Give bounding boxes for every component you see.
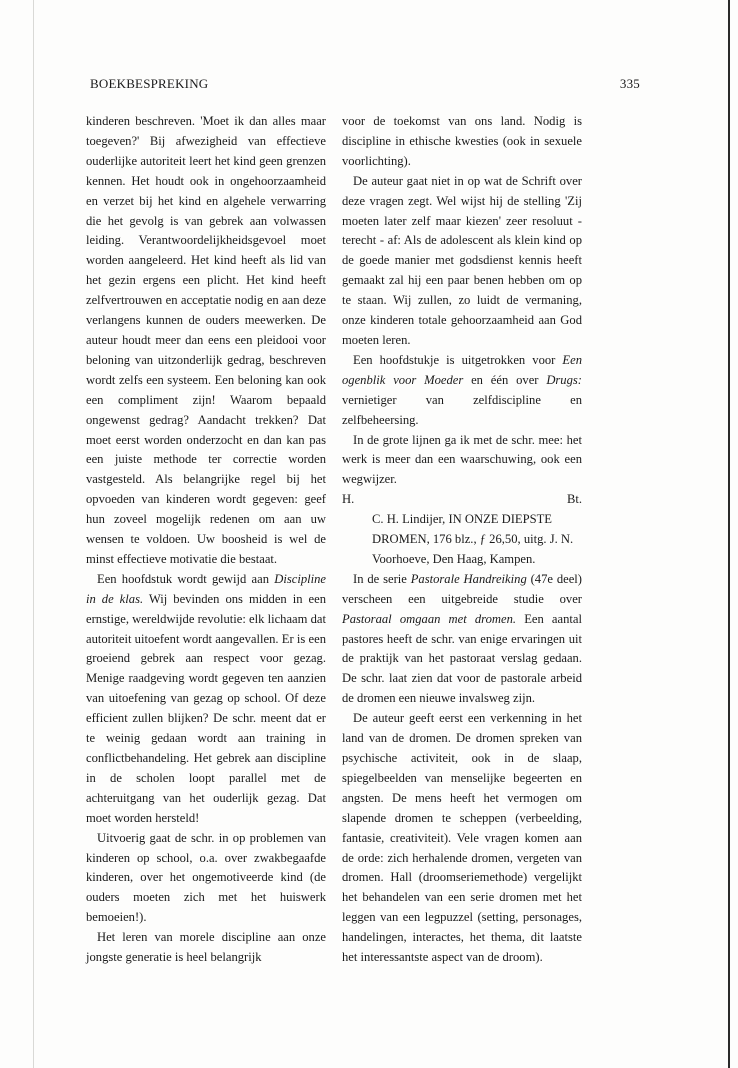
chapter-title: Een ogenblik voor Moeder — [342, 352, 582, 387]
series-title: Pastorale Handreiking — [410, 571, 527, 586]
bibliographic-entry: C. H. Lindijer, IN ONZE DIEPSTE DROMEN, 176 blz., ƒ 26,50, uitg. J. N. Voorhoeve, Den Haag, Kampen. — [372, 512, 574, 566]
paragraph: Een hoofdstuk wordt gewijd aan Discipline in de klas. Wij bevinden ons midden in een ernstige, wereldwijde revolutie: elk lichaam dat autoriteit uitoefent wordt aangevallen. Er is een groeiend gebrek aan respect voor gezag. Menige raadgeving wordt gegeven ten aanzien van uitoefening van gezag op school. Of deze efficient zullen blijken? De schr. meent dat er te weinig gedaan wordt aan training in conflictbehandeling. Het gebrek aan discipline in de scholen loopt parallel met de achteruitgang van het ouderlijk gezag. Dat moet worden hersteld! — [86, 571, 326, 825]
signature-initial: H. — [342, 492, 355, 507]
page-number: 335 — [619, 76, 640, 91]
study-title: Pastoraal omgaan met dromen. — [342, 611, 517, 626]
paragraph: In de serie Pastorale Handreiking (47e deel) verscheen een uitgebreide studie over Pastoraal omgaan met dromen. Een aantal pastores heeft de schr. van enige ervaringen uit de praktijk van het pastoraat verslag gedaan. De schr. laat zien dat voor de pastorale arbeid de dromen een nieuwe invalsweg zijn. — [342, 571, 583, 706]
paragraph: De auteur geeft eerst een verkenning in het land van de dromen. De dromen spreken van psychische activiteit, ook in de slaap, spiegelbeelden van menselijke begeerten en angsten. De mens heeft het vermogen om slapende dromen te scheppen (verbeelding, fantasie, creativiteit). Vele vragen komen aan de orde: zich herhalende dromen, vergeten van dromen. Hall (droomseriemethode) vergelijkt het behandelen van een serie dromen met het leggen van een legpuzzel (setting, personages, handelingen, interactes, het thema, dit laatste het interessantste aspect van de droom). — [342, 711, 582, 965]
paragraph: kinderen beschreven. 'Moet ik dan alles maar toegeven?' Bij afwezigheid van effectieve ouderlijke autoriteit leert het kind geen grenzen kennen. Het houdt ook in ongehoorzaamheid en verzet bij het kind en algehele verwarring die het gevolg is van gebrek aan volwassen leiding. Verantwoordelijkheidsgevoel moet worden aangeleerd. Het kind heeft als lid van het gezin ergens een plicht. Het kind heeft zelfvertrouwen en acceptatie nodig en aan deze verlangens kunnen de ouders meewerken. De auteur houdt meer dan eens een pleidooi voor beloning van uitzonderlijk gedrag, beschreven wordt zelfs een systeem. Een beloning kan ook een compliment zijn! Waarom bepaald ongewenst gedrag? Aandacht trekken? Dat moet eerst worden onderzocht en dan kan pas een juiste methode ter correctie worden vastgesteld. Als belangrijke regel bij het opvoeden van kinderen wordt gegeven: geef hun zoveel mogelijk redenen om aan uw wensen te voldoen. Uw boosheid is wel de minst effectieve motivatie die bestaat. — [86, 114, 326, 566]
running-title: BOEKBESPREKING — [90, 76, 209, 91]
signature-initials: Bt. — [566, 492, 582, 507]
paragraph: Het leren van morele discipline aan onze jongste generatie is heel belangrijk — [86, 930, 326, 965]
left-column — [86, 112, 326, 968]
chapter-title: Drugs: — [546, 372, 582, 387]
page-edge-right — [728, 0, 730, 1068]
book-chapter-title: Discipline in de klas. — [86, 571, 326, 606]
reviewer-signature — [342, 490, 582, 510]
paragraph: Een hoofdstukje is uitgetrokken voor Een ogenblik voor Moeder en één over Drugs: vernietiger van zelfdiscipline en zelfbeheersing. — [342, 352, 582, 427]
right-column — [342, 112, 582, 968]
paragraph: Uitvoerig gaat de schr. in op problemen van kinderen op school, o.a. over zwakbegaafde kinderen, over het ongemotiveerde kind (de ouders moeten zich met het huiswerk bemoeien!). — [86, 830, 326, 925]
paragraph: voor de toekomst van ons land. Nodig is discipline in ethische kwesties (ook in sexuele voorlichting). — [342, 114, 582, 168]
paragraph: In de grote lijnen ga ik met de schr. mee: het werk is meer dan een waarschuwing, ook een wegwijzer. — [342, 432, 582, 487]
page-edge-left — [33, 0, 34, 1068]
paragraph: De auteur gaat niet in op wat de Schrift over deze vragen zegt. Wel wijst hij de stelling 'Zij moeten later zelf maar kiezen' zeer resoluut - terecht - af: Als de adolescent als klein kind op de goede manier met godsdienst kennis heeft gemaakt zal hij een paar benen hebben om op te staan. Wij zullen, zo luidt de vermaning, onze kinderen totale gehoorzaamheid aan God moeten leren. — [342, 173, 582, 347]
